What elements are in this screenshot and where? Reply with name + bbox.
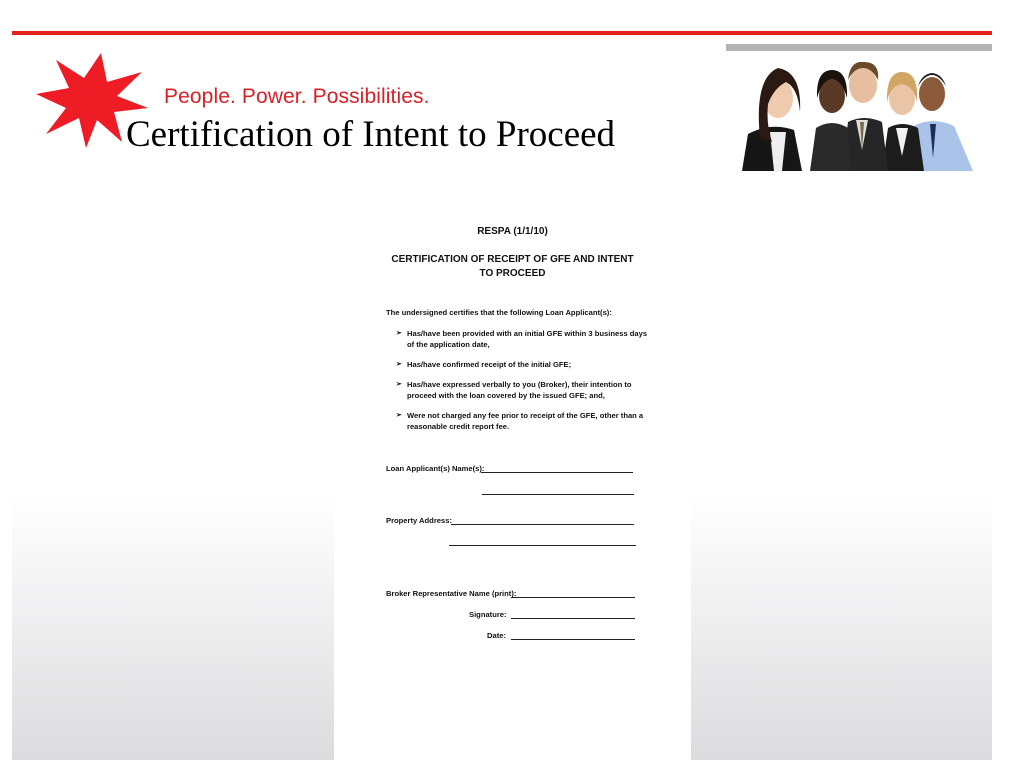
signature-line [511,618,635,619]
document-heading: RESPA (1/1/10) [477,226,548,237]
arrow-bullet-icon: ➢ [396,381,402,388]
property-address-line-2 [449,545,636,546]
certification-document [334,190,691,768]
list-item: ➢ Has/have confirmed receipt of the initial GFE; [396,360,572,369]
left-gradient-panel [12,493,334,760]
header-grey-rule [726,44,992,51]
list-item: ➢ Were not charged any fee prior to receipt of the GFE, other than a reasonable credit report fee. [396,411,644,431]
certification-bullets [396,328,656,441]
company-tagline: People. Power. Possibilities. [164,85,430,108]
date-line [511,639,635,640]
document-intro: The undersigned certifies that the following Loan Applicant(s): [386,308,612,317]
signature-label: Signature: [469,610,507,619]
right-gradient-panel [691,493,992,760]
business-team-photo [742,58,973,171]
document-subheading: CERTIFICATION OF RECEIPT OF GFE AND INTENT TO PROCEED [391,254,634,279]
broker-name-label: Broker Representative Name (print): [386,589,517,598]
property-address-line-1 [451,524,634,525]
applicant-names-line-1 [481,472,633,473]
applicant-names-label: Loan Applicant(s) Name(s): [386,464,485,473]
date-label: Date: [487,631,506,640]
arrow-bullet-icon: ➢ [396,330,402,337]
list-item: ➢ Has/have been provided with an initial GFE within 3 business days of the application date, [396,329,648,349]
applicant-names-line-2 [482,494,634,495]
property-address-label: Property Address: [386,516,452,525]
arrow-bullet-icon: ➢ [396,412,402,419]
list-item: ➢ Has/have expressed verbally to you (Broker), their intention to proceed with the loan covered by the issued GFE; and, [396,380,632,400]
header-red-rule [12,31,992,35]
arrow-bullet-icon: ➢ [396,361,402,368]
slide-title: Certification of Intent to Proceed [126,114,616,155]
broker-name-line [511,597,635,598]
